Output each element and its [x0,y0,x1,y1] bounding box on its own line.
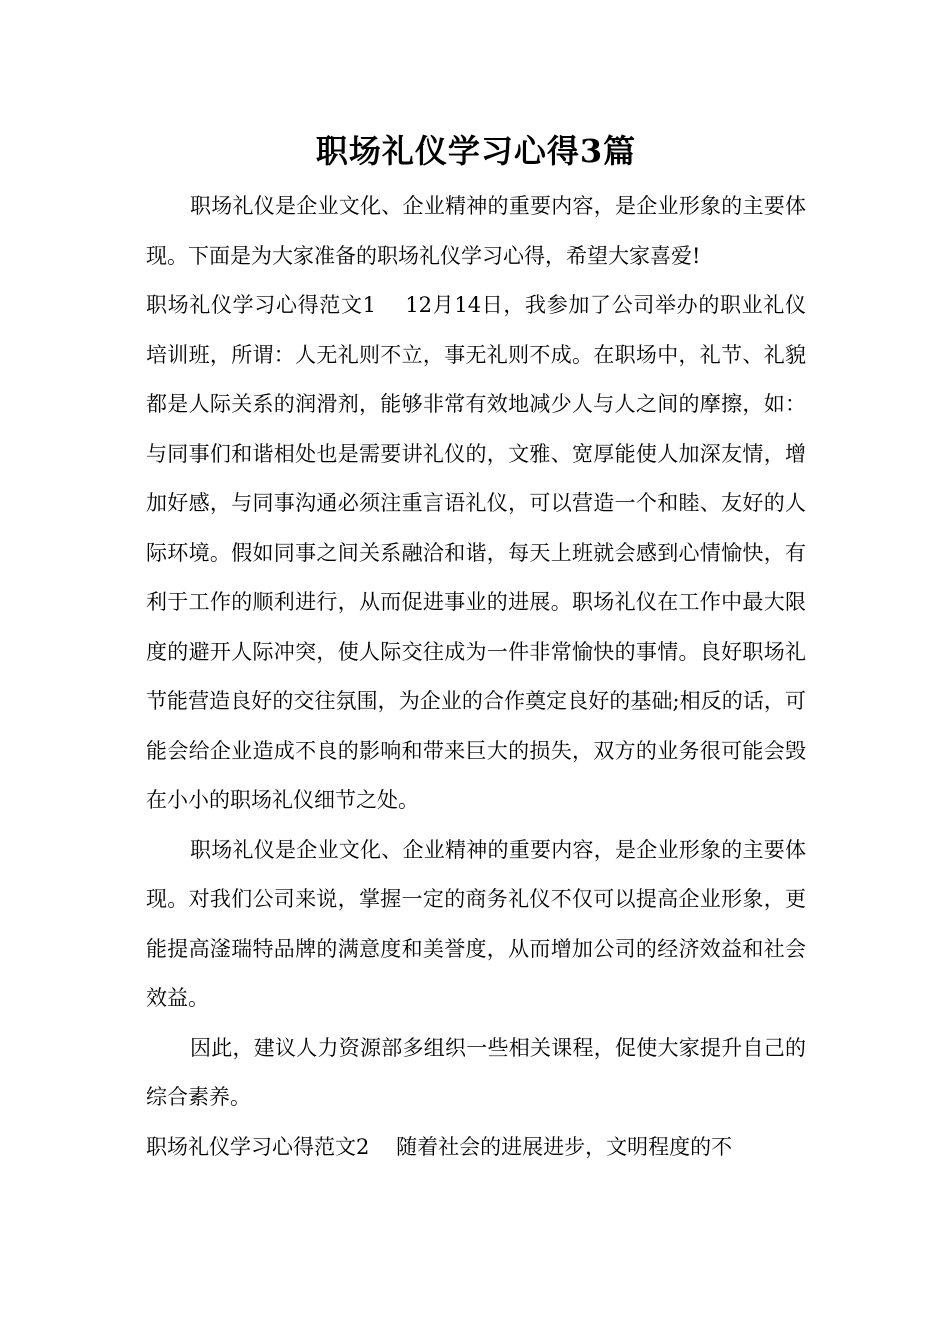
paragraph-2: 职场礼仪是企业文化、企业精神的重要内容，是企业形象的主要体现。对我们公司来说，掌握一定的商务礼仪不仅可以提高企业形象，更能提高滏瑞特品牌的满意度和美誉度，从而增加公司的经济效益和社会效益。 [146,837,806,1010]
heading-gap [369,1135,396,1159]
intro-paragraph: 职场礼仪是企业文化、企业精神的重要内容，是企业形象的主要体现。下面是为大家准备的职场礼仪学习心得，希望大家喜爱! [146,194,806,268]
section-2-heading: 职场礼仪学习心得范文2 [146,1134,370,1159]
paragraph-3: 因此，建议人力资源部多组织一些相关课程，促使大家提升自己的综合素养。 [146,1035,806,1109]
section-2-paragraph [146,1123,806,1173]
section-2-text: 随着社会的进展进步，文明程度的不 [396,1134,733,1159]
section-1-heading: 职场礼仪学习心得范文1 [146,293,376,317]
document-page [146,120,806,1172]
section-1-paragraph [146,281,806,826]
document-title: 职场礼仪学习心得3篇 [315,132,637,170]
heading-gap [376,293,405,317]
section-1-text: 12月14日，我参加了公司举办的职业礼仪培训班，所谓：人无礼则不立，事无礼则不成。在职场中，礼节、礼貌都是人际关系的润滑剂，能够非常有效地减少人与人之间的摩擦，如：与同事们和谐相处也是需要讲礼仪的，文雅、宽厚能使人加深友情，增加好感，与同事沟通必须注重言语礼仪，可以营造一个和睦、友好的人际环境。假如同事之间关系融洽和谐，每天上班就会感到心情愉快，有利于工作的顺利进行，从而促进事业的进展。职场礼仪在工作中最大限度的避开人际冲突，使人际交往成为一件非常愉快的事情。良好职场礼节能营造良好的交往氛围，为企业的合作奠定良好的基础;相反的话，可能会给企业造成不良的影响和带来巨大的损失，双方的业务很可能会毁在小小的职场礼仪细节之处。 [146,293,806,812]
